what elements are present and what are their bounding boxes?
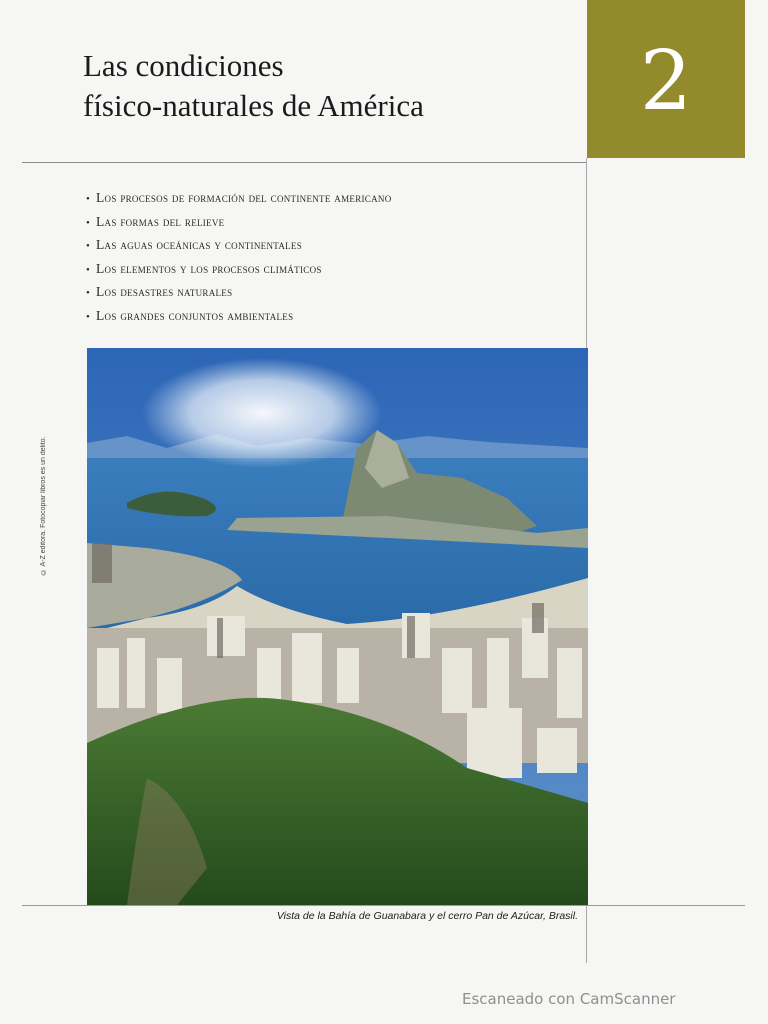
topic-item — [86, 257, 392, 281]
topic-label: Las aguas oceánicas y continentales — [96, 237, 303, 252]
copyright-notice: © A-Z editora. Fotocopiar libros es un delito. — [40, 436, 47, 575]
bullet-icon: • — [86, 310, 91, 323]
chapter-number: 2 — [639, 34, 693, 129]
topic-item — [86, 280, 392, 304]
topic-item — [86, 186, 392, 210]
topic-label: Los elementos y los procesos climáticos — [96, 260, 322, 276]
topic-item — [86, 304, 392, 328]
topic-label: Los desastres naturales — [96, 284, 233, 299]
bullet-icon: • — [86, 263, 91, 276]
chapter-title-line-2: físico-naturales de América — [83, 88, 424, 123]
chapter-title-line-1: Las condiciones — [83, 48, 284, 83]
topics-list — [86, 186, 392, 327]
bay-photo-illustration — [87, 348, 588, 905]
bullet-icon: • — [86, 216, 91, 229]
photo-caption: Vista de la Bahía de Guanabara y el cerro Pan de Azúcar, Brasil. — [276, 910, 578, 922]
chapter-title — [83, 46, 563, 126]
scanner-watermark: Escaneado con CamScanner — [462, 990, 676, 1008]
bullet-icon: • — [86, 240, 91, 252]
topic-item — [86, 233, 392, 257]
bullet-icon: • — [86, 287, 91, 299]
topic-label: Los grandes conjuntos ambientales — [96, 307, 294, 323]
footer-divider — [22, 905, 745, 906]
topic-item — [86, 210, 392, 234]
chapter-number-box — [587, 0, 745, 158]
cloud — [142, 358, 382, 468]
topic-label: Las formas del relieve — [96, 213, 225, 229]
header-divider — [22, 162, 587, 163]
bay-photo — [87, 348, 588, 905]
bullet-icon: • — [86, 193, 91, 205]
topic-label: Los procesos de formación del continente americano — [96, 190, 392, 205]
